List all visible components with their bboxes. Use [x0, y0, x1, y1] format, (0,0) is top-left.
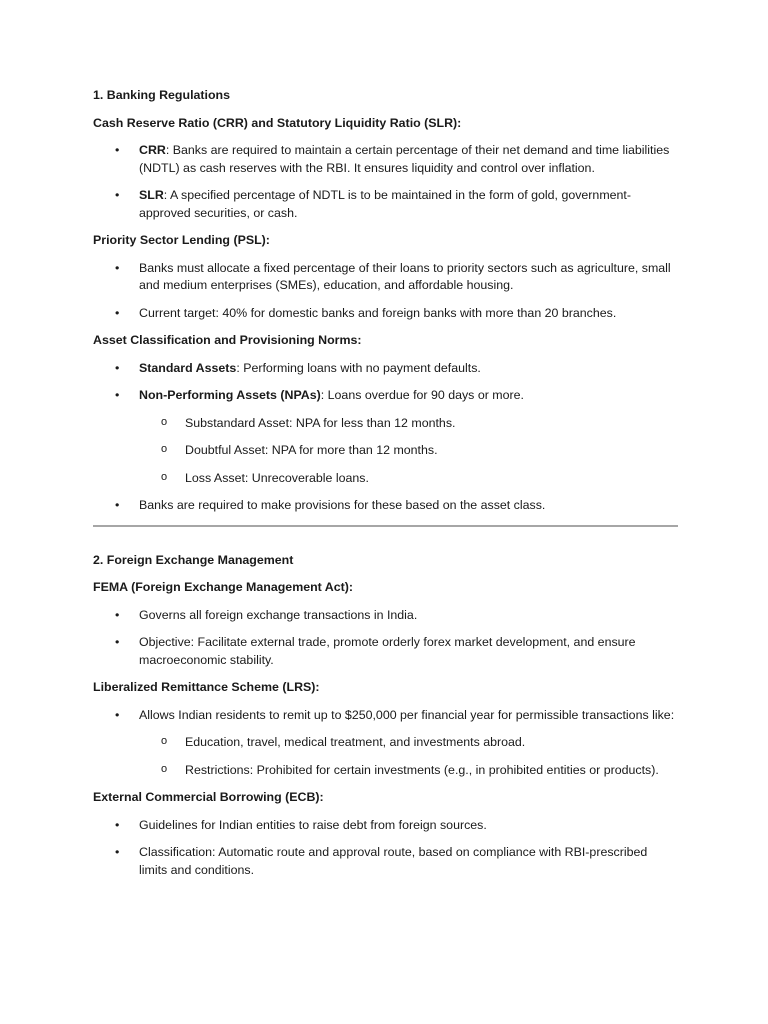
document-body	[93, 87, 678, 889]
psl-list	[93, 260, 678, 323]
section-title: 1. Banking Regulations	[93, 88, 231, 102]
list-item	[93, 142, 678, 177]
definition: : Loans overdue for 90 days or more.	[320, 388, 524, 402]
list-item: • Banks are required to make provisions for these based on the asset class.	[93, 497, 678, 515]
list-item	[93, 387, 678, 487]
list-item: • Guidelines for Indian entities to raise debt from foreign sources.	[93, 817, 678, 835]
list-item: • Objective: Facilitate external trade, promote orderly forex market development, and ensure macroeconomic stability.	[93, 634, 678, 669]
definition: : Banks are required to maintain a certain percentage of their net demand and time liabilities (NDTL) as cash reserves with the RBI. It ensures liquidity and control over inflation.	[139, 143, 670, 175]
term: Non-Performing Assets (NPAs)	[139, 388, 321, 402]
lrs-heading: Liberalized Remittance Scheme (LRS):	[93, 680, 320, 694]
psl-heading: Priority Sector Lending (PSL):	[93, 233, 270, 247]
list-item: • Classification: Automatic route and approval route, based on compliance with RBI-prescribed limits and conditions.	[93, 844, 678, 879]
ecb-heading: External Commercial Borrowing (ECB):	[93, 790, 324, 804]
lrs-list	[93, 707, 678, 780]
term: Standard Assets	[139, 360, 237, 375]
list-item-text: Allows Indian residents to remit up to $250,000 per financial year for permissible transactions like:	[139, 707, 675, 722]
term: CRR	[139, 143, 166, 157]
fema-list	[93, 607, 678, 670]
sub-list-item: o Restrictions: Prohibited for certain investments (e.g., in prohibited entities or products).	[139, 762, 678, 780]
sub-list-item: o Loss Asset: Unrecoverable loans.	[139, 470, 678, 488]
asset-classification-heading: Asset Classification and Provisioning Norms:	[93, 333, 362, 347]
list-item	[93, 707, 678, 780]
list-item	[93, 360, 678, 378]
lrs-sublist	[139, 734, 678, 779]
sub-list-item: o Substandard Asset: NPA for less than 12 months.	[139, 415, 678, 433]
list-item	[93, 187, 678, 222]
list-item: • Current target: 40% for domestic banks and foreign banks with more than 20 branches.	[93, 305, 678, 323]
sub-list-item: o Doubtful Asset: NPA for more than 12 months.	[139, 442, 678, 460]
crr-slr-heading: Cash Reserve Ratio (CRR) and Statutory Liquidity Ratio (SLR):	[93, 115, 462, 130]
section-title: 2. Foreign Exchange Management	[93, 552, 294, 567]
npa-sublist	[139, 415, 678, 488]
list-item: • Banks must allocate a fixed percentage of their loans to priority sectors such as agriculture, small and medium enterprises (SMEs), education, and affordable housing.	[93, 260, 678, 295]
term: SLR	[139, 188, 164, 202]
crr-slr-list	[93, 142, 678, 222]
fema-heading: FEMA (Foreign Exchange Management Act):	[93, 580, 353, 594]
list-item: • Governs all foreign exchange transactions in India.	[93, 607, 678, 625]
definition: : Performing loans with no payment defaults.	[236, 360, 481, 375]
asset-list	[93, 360, 678, 515]
definition: : A specified percentage of NDTL is to be maintained in the form of gold, government-approved securities, or cash.	[139, 188, 631, 220]
sub-list-item: o Education, travel, medical treatment, and investments abroad.	[139, 734, 678, 752]
ecb-list	[93, 817, 678, 880]
section-divider	[93, 525, 678, 527]
